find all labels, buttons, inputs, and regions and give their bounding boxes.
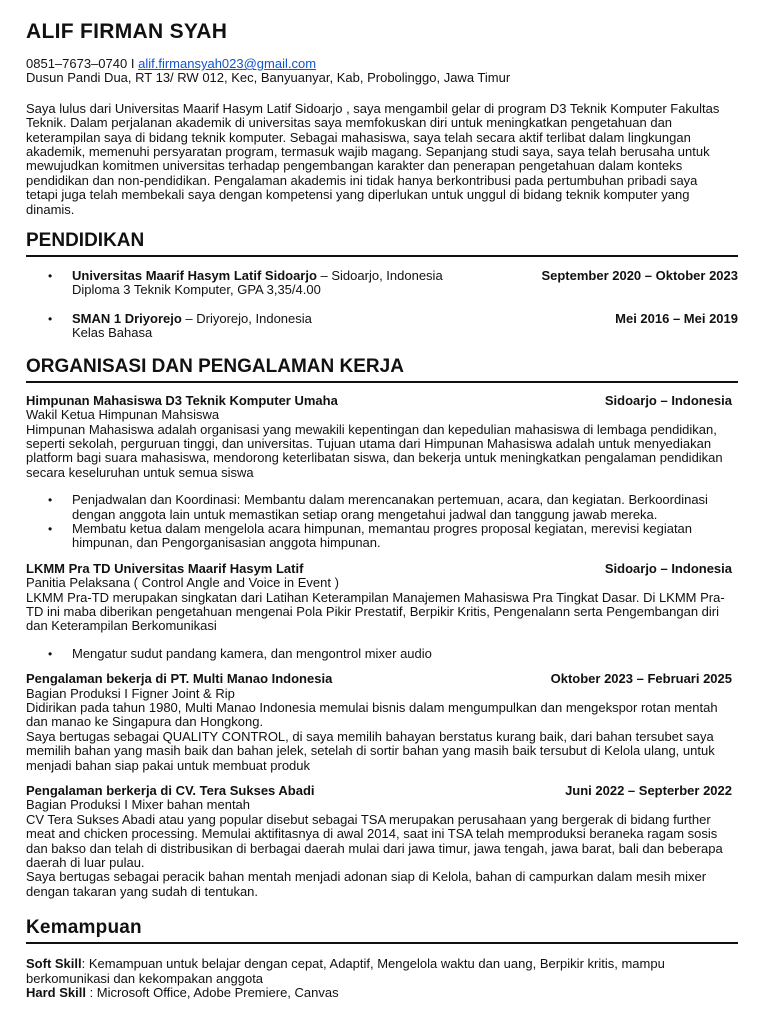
contact-line (26, 57, 738, 71)
person-name: ALIF FIRMAN SYAH (26, 20, 228, 43)
experience-entry (26, 672, 738, 773)
experience-title: Himpunan Mahasiswa D3 Teknik Komputer Umaha (26, 392, 338, 408)
experience-title: LKMM Pra TD Universitas Maarif Hasym Latif (26, 560, 304, 576)
experience-bullet (26, 493, 738, 522)
summary-paragraph: Saya lulus dari Universitas Maarif Hasym Latif Sidoarjo , saya mengambil gelar di program D3 Teknik Komputer Fakultas Teknik. Dalam perjalanan akademik di universitas saya memfokuskan diri untuk meningkatkan pengetahuan dan keterampilan saya di bidang teknik komputer. Sebagai mahasiswa, saya telah secara aktif terlibat dalam lingkungan akademik, memenuhi persyaratan program, termasuk wajib magang. Sepanjang studi saya, saya telah berusaha untuk mewujudkan komitmen universitas terhadap pengembangan karakter dan penerapan pengetahuan dalam konteks pendidikan dan non-pendidikan. Pengalaman akademis ini tidak hanya berkontribusi pada pertumbuhan pribadi saya tetapi juga telah membekali saya dengan kompetensi yang diperlukan untuk unggul di bidang teknik komputer yang dinamis. (26, 100, 720, 217)
bullet-icon: • (48, 493, 53, 508)
soft-skill-line (26, 957, 738, 986)
skills-heading-text: Kemampuan (26, 917, 142, 939)
bullet-icon: • (48, 646, 53, 661)
experience-bullet (26, 647, 738, 661)
section-heading-experience: ORGANISASI DAN PENGALAMAN KERJA (26, 355, 738, 383)
education-dates: September 2020 – Oktober 2023 (541, 268, 738, 284)
experience-header (26, 394, 738, 408)
school-location: – Sidoarjo, Indonesia (316, 268, 443, 284)
hard-skill-text: : Microsoft Office, Adobe Premiere, Canvas (85, 985, 339, 1001)
experience-role: Panitia Pelaksana ( Control Angle and Voice in Event ) (26, 575, 339, 591)
education-dates: Mei 2016 – Mei 2019 (615, 310, 738, 326)
school-location: – Driyorejo, Indonesia (181, 310, 312, 326)
hard-skill-label: Hard Skill (26, 985, 86, 1001)
resume-page (26, 18, 738, 1001)
skills-block (26, 957, 738, 1000)
experience-header (26, 672, 738, 686)
experience-location: Sidoarjo – Indonesia (604, 560, 732, 576)
experience-dates: Oktober 2023 – Februari 2025 (550, 671, 732, 687)
bullet-icon: • (48, 269, 53, 284)
experience-role: Bagian Produksi I Figner Joint & Rip (26, 685, 235, 701)
education-detail: Kelas Bahasa (72, 325, 153, 341)
education-item (26, 312, 738, 341)
soft-skill-text: : Kemampuan untuk belajar dengan cepat, Adaptif, Mengelola waktu dan uang, Berpikir kritis, mampu berkomunikasi dan kekompakan anggota (26, 956, 665, 986)
experience-role: Wakil Ketua Himpunan Mahsiswa (26, 407, 220, 423)
education-row (72, 269, 738, 283)
bullet-text: Penjadwalan dan Koordinasi: Membantu dalam merencanakan pertemuan, acara, dan kegiatan. Berkoordinasi dengan anggota lain untuk memastikan setiap orang mengetahui jadwal dan tanggung jawab mereka. (72, 492, 708, 522)
bullet-icon: • (48, 521, 53, 536)
experience-entry (26, 784, 738, 899)
education-row (72, 312, 738, 326)
contact-separator: I (130, 56, 135, 71)
experience-header (26, 562, 738, 576)
soft-skill-label: Soft Skill (26, 956, 82, 972)
bullet-text: Membatu ketua dalam mengelola acara himpunan, memantau progres proposal kegiatan, merevisi kegiatan himpunan, dan Pengorganisasian anggota himpunan. (72, 520, 693, 551)
bullet-text: Mengatur sudut pandang kamera, dan mengontrol mixer audio (72, 645, 432, 661)
email-link[interactable]: alif.firmansyah023@gmail.com (138, 56, 317, 71)
experience-description: CV Tera Sukses Abadi atau yang popular disebut sebagai TSA merupakan perusahaan yang bergerak di bidang further meat and chicken processing. Memulai aktifitasnya di awal 2014, saat ini TSA telah memproduksi beraneka ragam sosis dan bakso dan telah di distribusikan di berbagai daerah mulai dari jawa timur, jawa tengah, jawa barat, bali dan beberapa daerah di luar pulau. (26, 811, 723, 871)
education-institution (72, 269, 443, 283)
education-list (26, 269, 738, 341)
experience-location: Sidoarjo – Indonesia (604, 392, 732, 408)
bullet-icon: • (48, 311, 53, 326)
hard-skill-line (26, 986, 738, 1000)
education-item (26, 269, 738, 298)
experience-title: Pengalaman berkerja di CV. Tera Sukses Abadi (26, 783, 315, 799)
experience-title: Pengalaman bekerja di PT. Multi Manao Indonesia (26, 671, 333, 687)
experience-description: LKMM Pra-TD merupakan singkatan dari Latihan Keterampilan Manajemen Mahasiswa Pra Tingkat Dasar. Di LKMM Pra-TD ini maba diberikan pengetahuan mengenai Pola Pikir Prestatif, Berpikir Kritis, Pengenalann serta Pengembangan diri dan Keterampilan Berkomunikasi (26, 589, 725, 634)
school-name: Universitas Maarif Hasym Latif Sidoarjo (72, 268, 317, 284)
experience-entry (26, 562, 738, 661)
experience-duties: Saya bertugas sebagai peracik bahan mentah menjadi adonan siap di Kelola, bahan di campurkan dalam mesih mixer dengan takaran yang sudah di tentukan. (26, 869, 707, 899)
experience-dates: Juni 2022 – Septerber 2022 (565, 783, 732, 799)
experience-duties: Saya bertugas sebagai QUALITY CONTROL, di saya memilih bahayan berstatus kurang baik, dari bahan tersubet saya memilih bahan yang masih baik dan bahan jelek, setelah di sortir bahan yang masih baik tersubut di Kelola ulang, untuk menjadi bahan siap pakai untuk membuat produk (26, 728, 715, 773)
education-detail: Diploma 3 Teknik Komputer, GPA 3,35/4.00 (72, 282, 321, 298)
school-name: SMAN 1 Driyorejo (72, 310, 182, 326)
experience-header (26, 784, 738, 798)
experience-entry (26, 394, 738, 551)
experience-description: Didirikan pada tahun 1980, Multi Manao Indonesia memulai bisnis dalam mengumpulkan dan mengekspor rotan mentah dan manao ke Singapura dan Hongkong. (26, 700, 718, 730)
address: Dusun Pandi Dua, RT 13/ RW 012, Kec, Banyuanyar, Kab, Probolinggo, Jawa Timur (26, 70, 511, 86)
education-institution (72, 312, 312, 326)
experience-bullets (26, 493, 738, 551)
section-heading-skills (26, 916, 738, 944)
experience-bullet (26, 522, 738, 551)
phone-number: 0851–7673–0740 (26, 56, 128, 71)
experience-bullets (26, 647, 738, 661)
experience-role: Bagian Produksi I Mixer bahan mentah (26, 797, 251, 813)
experience-description: Himpunan Mahasiswa adalah organisasi yang mewakili kepentingan dan kepedulian mahasiswa di lembaga pendidikan, seperti sekolah, perguruan tinggi, dan universitas. Tujuan utama dari Himpunan Mahasiswa adalah untuk menyediakan platform bagi suara mahasiswa, mendorong keterlibatan siswa, dan bekerja untuk meningkatkan pengalaman pendidikan secara keseluruhan untuk semua siswa (26, 421, 723, 480)
section-heading-education: PENDIDIKAN (26, 229, 738, 257)
